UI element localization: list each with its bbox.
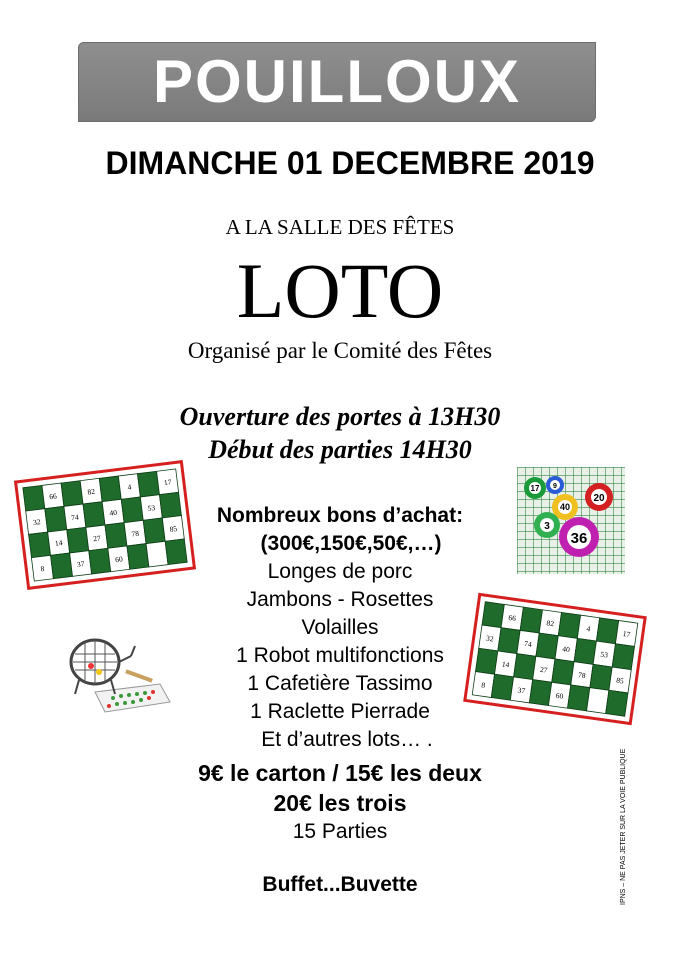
- bingo-number: 27: [539, 664, 549, 675]
- bingo-cell: [23, 485, 45, 511]
- bingo-number: 32: [32, 517, 42, 527]
- bingo-card-left: [14, 460, 196, 590]
- organiser: Organisé par le Comité des Fêtes: [187, 338, 493, 363]
- bingo-cell: [51, 553, 73, 579]
- price-line-2: 20€ les trois: [273, 790, 407, 816]
- bingo-number: 4: [585, 623, 591, 634]
- bingo-cell: [127, 544, 149, 570]
- bingo-cell: [61, 481, 83, 507]
- bingo-cell: [45, 506, 67, 532]
- prize-item: 1 Robot multifonctions: [236, 644, 444, 667]
- bingo-cell: [520, 607, 542, 633]
- bingo-number: 4: [127, 482, 132, 492]
- bingo-ball: [546, 476, 564, 494]
- bingo-number: 60: [555, 690, 564, 701]
- bingo-number: 53: [599, 649, 609, 660]
- bingo-cell: [29, 532, 51, 558]
- bingo-number: 40: [561, 644, 571, 655]
- venue: A LA SALLE DES FÊTES: [225, 215, 455, 239]
- svg-text:17: 17: [530, 484, 540, 493]
- bingo-ball: [559, 517, 599, 557]
- voucher-amounts: (300€,150€,50€,…): [260, 532, 442, 555]
- prize-list: [175, 502, 505, 754]
- prize-headline: Nombreux bons d’achat:: [216, 504, 464, 527]
- bingo-balls-illustration: [517, 467, 625, 574]
- bingo-number: 66: [507, 612, 517, 623]
- bingo-number: 8: [480, 680, 486, 690]
- bingo-cell: [137, 471, 159, 497]
- svg-text:3: 3: [544, 521, 550, 532]
- event-date: DIMANCHE 01 DECEMBRE 2019: [105, 145, 595, 181]
- bingo-number: 14: [501, 659, 510, 670]
- bingo-number: 53: [147, 503, 156, 513]
- bingo-cell: [143, 518, 165, 544]
- bingo-cell: [89, 548, 111, 574]
- bingo-cell: [590, 664, 612, 690]
- prize-item: 1 Cafetière Tassimo: [247, 672, 433, 695]
- bingo-number: 37: [517, 685, 526, 696]
- prize-item: Et d’autres lots… .: [261, 728, 433, 751]
- bingo-cell: [67, 527, 89, 553]
- bingo-cage-illustration: [65, 632, 175, 717]
- legal-note: IPNS – NE PAS JETER SUR LA VOIE PUBLIQUE: [620, 748, 627, 905]
- bingo-cell: [536, 633, 558, 659]
- prize-item: Volailles: [301, 616, 379, 639]
- bingo-cell: [146, 541, 168, 567]
- games-start-time: Début des parties 14H30: [208, 435, 472, 464]
- bingo-number: 85: [615, 675, 625, 686]
- bingo-number: 8: [40, 563, 45, 574]
- bingo-number: 37: [76, 559, 85, 569]
- bingo-cell: [529, 680, 551, 706]
- bingo-number: 32: [485, 633, 495, 644]
- bingo-number: 17: [622, 628, 631, 639]
- bingo-number: 60: [114, 554, 124, 565]
- bingo-cell: [83, 502, 105, 528]
- svg-text:36: 36: [570, 530, 588, 547]
- bingo-number: 74: [70, 512, 80, 523]
- bingo-cell: [99, 476, 121, 502]
- svg-text:40: 40: [559, 502, 571, 512]
- bingo-number: 66: [48, 491, 58, 502]
- town-banner: [78, 42, 596, 122]
- bingo-number: 78: [577, 670, 587, 681]
- bingo-cell: [574, 638, 596, 664]
- bingo-number: 17: [163, 477, 172, 488]
- bingo-cell: [568, 685, 590, 711]
- bingo-number: 82: [86, 486, 96, 497]
- games-count: 15 Parties: [292, 820, 388, 843]
- bingo-cell: [514, 654, 536, 680]
- bingo-cell: [121, 497, 143, 523]
- price-line-1: 9€ le carton / 15€ les deux: [198, 760, 482, 786]
- bingo-ball: [524, 477, 546, 499]
- event-times: [0, 400, 680, 466]
- bingo-number: 78: [130, 528, 140, 539]
- bingo-number: 85: [169, 524, 178, 534]
- bingo-cell: [558, 612, 580, 638]
- svg-text:20: 20: [593, 493, 605, 504]
- bingo-cell: [552, 659, 574, 685]
- buffet-notice: Buffet...Buvette: [262, 873, 418, 896]
- bingo-cell: [606, 690, 628, 716]
- event-title: LOTO: [236, 247, 444, 334]
- bingo-ball: [534, 512, 560, 538]
- prize-item: Jambons - Rosettes: [246, 588, 434, 611]
- prize-item: Longes de porc: [267, 560, 413, 583]
- prize-item: 1 Raclette Pierrade: [250, 700, 430, 723]
- bingo-cell: [596, 618, 618, 644]
- svg-text:9: 9: [553, 483, 557, 490]
- bingo-number: 40: [108, 507, 118, 518]
- bingo-number: 14: [54, 538, 63, 548]
- bingo-cell: [612, 644, 634, 670]
- town-name: POUILLOUX: [152, 48, 521, 115]
- doors-open-time: Ouverture des portes à 13H30: [179, 402, 501, 431]
- bingo-number: 27: [92, 533, 102, 544]
- bingo-cell: [587, 688, 609, 714]
- bingo-cell: [105, 523, 127, 549]
- bingo-number: 74: [523, 638, 533, 649]
- bingo-ball: [585, 483, 613, 511]
- bingo-number: 82: [545, 618, 555, 629]
